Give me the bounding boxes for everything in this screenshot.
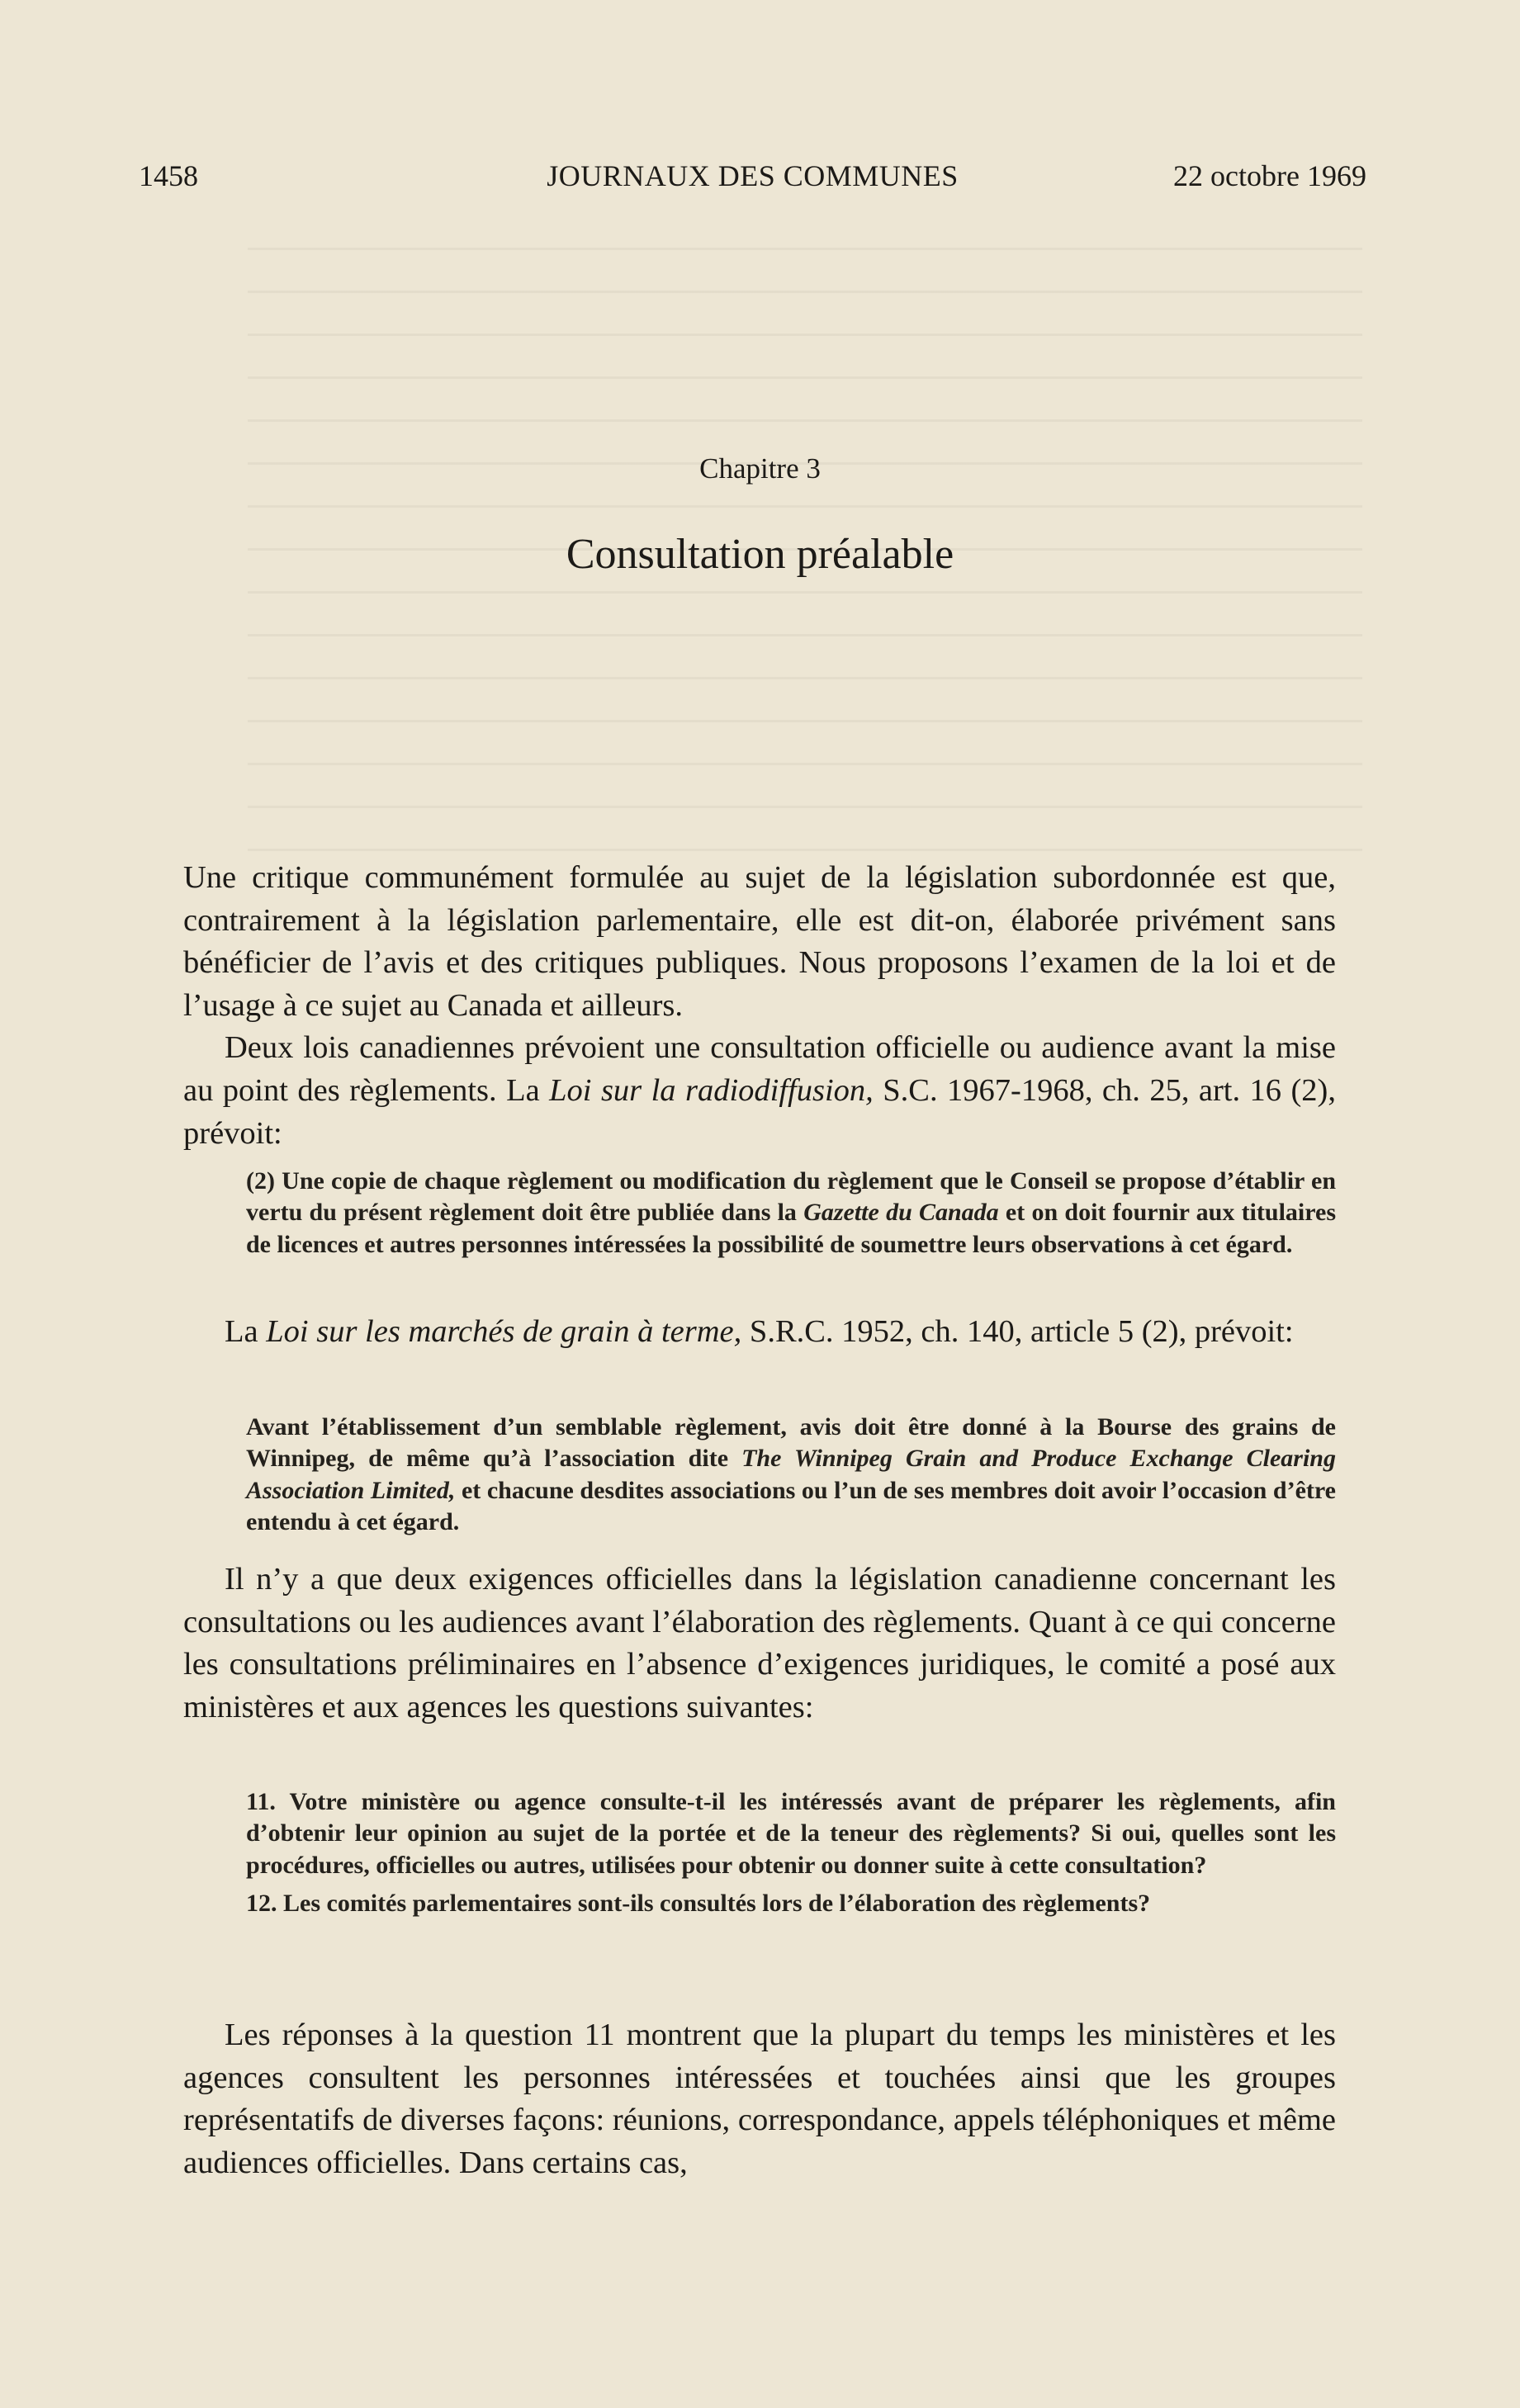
paragraph-grain-law: La Loi sur les marchés de grain à terme, S.R.C. 1952, ch. 140, article 5 (2), prévoit: xyxy=(225,1314,1294,1349)
paragraph-block-2 xyxy=(183,1311,1336,1354)
journal-title: JOURNAUX DES COMMUNES xyxy=(547,159,959,192)
chapter-title: Consultation préalable xyxy=(566,531,954,578)
chapter-label: Chapitre 3 xyxy=(699,452,821,485)
gazette-title: Gazette du Canada xyxy=(803,1199,999,1227)
question-12: 12. Les comités parlementaires sont-ils consultés lors de l’élaboration des règlements? xyxy=(246,1890,1151,1918)
law-title-grain: Loi sur les marchés de grain à terme, xyxy=(266,1314,742,1349)
running-header xyxy=(139,158,1366,200)
quote-grain-exchange: Avant l’établissement d’un semblable règlement, avis doit être donné à la Bourse des grains de Winnipeg, de même qu’à l’association dite The Winnipeg Grain and Produce Exchange Clearing Association Limited, et chacune desdites associations ou l’un de ses membres doit avoir l’occasion d’être entendu à cet égard. xyxy=(246,1413,1336,1536)
questions-list xyxy=(246,1786,1336,1920)
paragraph-block-3 xyxy=(183,1559,1336,1729)
paragraph-block-4 xyxy=(183,2014,1336,2184)
law-title-radiodiffusion: Loi sur la radiodiffusion, xyxy=(549,1072,874,1108)
header-date: 22 octobre 1969 xyxy=(1173,159,1366,192)
page-number: 1458 xyxy=(139,159,198,192)
paragraph-two-laws: Deux lois canadiennes prévoient une consultation officielle ou audience avant la mise au point des règlements. La Loi sur la radiodiffusion, S.C. 1967-1968, ch. 25, art. 16 (2), prévoit: xyxy=(183,1030,1337,1151)
paragraph-block-1 xyxy=(183,857,1336,1155)
paragraph-requirements: Il n’y a que deux exigences officielles dans la législation canadienne concernant les consultations ou les audiences avant l’élaboration des règlements. Quant à ce qui concerne les consultations préliminaires en l’absence d’exigences juridiques, le comité a posé aux ministères et aux agences les questions suivantes: xyxy=(183,1562,1336,1724)
quote-radiodiffusion: (2) Une copie de chaque règlement ou modification du règlement que le Conseil se propose d’établir en vertu du présent règlement doit être publiée dans la Gazette du Canada et on doit fournir aux titulaires de licences et autres personnes intéressées la possibilité de soumettre leurs observations à cet égard. xyxy=(246,1167,1337,1258)
paragraph-answers: Les réponses à la question 11 montrent que la plupart du temps les ministères et les agences consultent les personnes intéressées et touchées ainsi que les groupes représentatifs de diverses façons: réunions, correspondance, appels téléphoniques et même audiences officielles. Dans certains cas, xyxy=(183,2018,1336,2180)
association-name: The Winnipeg Grain and Produce Exchange Clearing Association Limited, xyxy=(246,1445,1336,1504)
question-11: 11. Votre ministère ou agence consulte-t-il les intéressés avant de préparer les règlements, afin d’obtenir leur opinion au sujet de la portée et de la teneur des règlements? Si oui, quelles sont les procédures, officielles ou autres, utilisées pour obtenir ou donner suite à cette consultation? xyxy=(246,1788,1336,1879)
paragraph-intro: Une critique communément formulée au sujet de la législation subordonnée est que, contrairement à la législation parlementaire, elle est dit-on, élaborée privément sans bénéficier de l’avis et des critiques publiques. Nous proposons l’examen de la loi et de l’usage à ce sujet au Canada et ailleurs. xyxy=(183,860,1336,1023)
